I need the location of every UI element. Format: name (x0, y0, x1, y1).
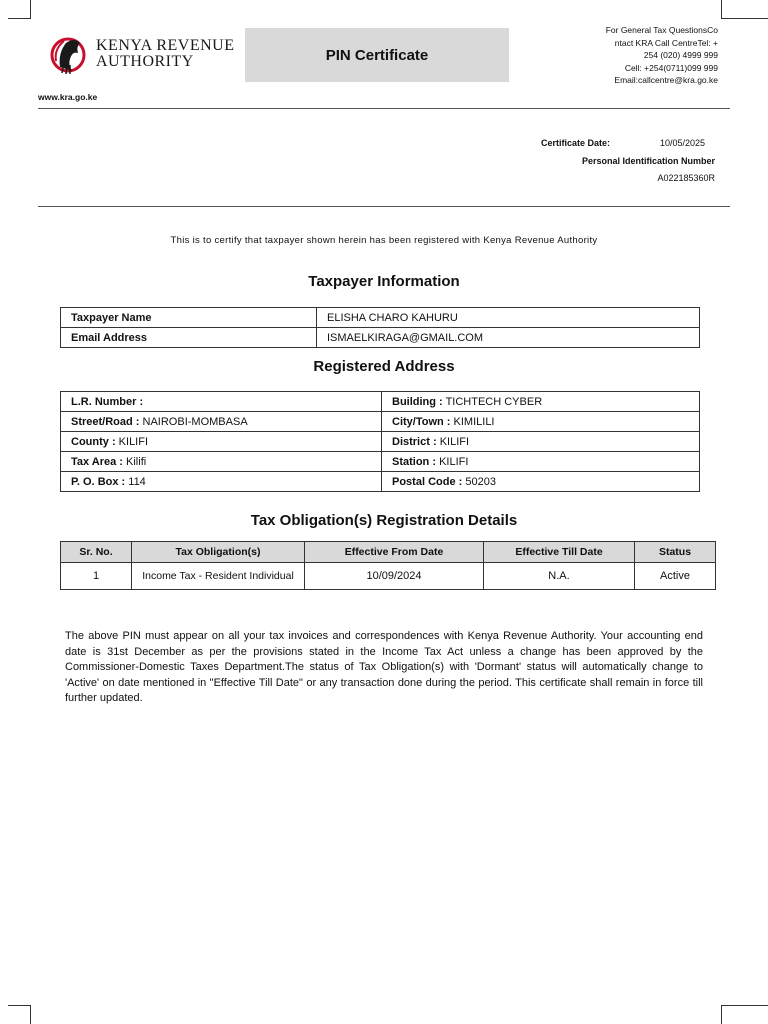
table-row (61, 308, 700, 328)
lr-number-cell: L.R. Number : (61, 392, 382, 412)
crop-mark-bottom-left (8, 1005, 31, 1024)
taxpayer-name-label: Taxpayer Name (61, 308, 317, 328)
street-road-cell: Street/Road : NAIROBI-MOMBASA (61, 412, 382, 432)
website-link[interactable]: www.kra.go.ke (38, 92, 98, 102)
crop-mark-top-left (8, 0, 31, 19)
document-title: PIN Certificate (245, 28, 509, 82)
header-status: Status (635, 542, 716, 563)
postal-code-cell: Postal Code : 50203 (382, 472, 700, 492)
logo-line-1: KENYA REVENUE (96, 37, 235, 54)
certificate-date-value: 10/05/2025 (660, 138, 706, 148)
station-cell: Station : KILIFI (382, 452, 700, 472)
email-address-label: Email Address (61, 328, 317, 348)
divider (38, 206, 730, 207)
logo-line-2: AUTHORITY (96, 53, 194, 70)
table-row (61, 392, 700, 412)
contact-line: For General Tax QuestionsCo (605, 25, 718, 35)
tax-obligations-title: Tax Obligation(s) Registration Details (250, 512, 518, 529)
contact-info (578, 24, 718, 87)
po-box-cell: P. O. Box : 114 (61, 472, 382, 492)
tax-obligations-table (60, 541, 716, 590)
lion-emblem-icon (50, 33, 90, 77)
effective-from-cell: 10/09/2024 (305, 563, 484, 590)
tax-area-cell: Tax Area : Kilifi (61, 452, 382, 472)
district-cell: District : KILIFI (382, 432, 700, 452)
sr-no-cell: 1 (61, 563, 132, 590)
pin-value: A022185360R (657, 173, 715, 183)
table-row (61, 563, 716, 590)
email-address-value: ISMAELKIRAGA@GMAIL.COM (317, 328, 700, 348)
building-cell: Building : TICHTECH CYBER (382, 392, 700, 412)
taxpayer-info-table (60, 307, 700, 348)
table-row (61, 328, 700, 348)
table-row (61, 472, 700, 492)
certificate-date-label: Certificate Date: (541, 138, 611, 148)
county-cell: County : KILIFI (61, 432, 382, 452)
pin-label: Personal Identification Number (581, 156, 715, 166)
registered-address-title: Registered Address (313, 358, 455, 375)
crop-mark-top-right (721, 0, 768, 19)
status-cell: Active (635, 563, 716, 590)
table-row (61, 452, 700, 472)
crop-mark-bottom-right (721, 1005, 768, 1024)
effective-till-cell: N.A. (484, 563, 635, 590)
footer-note: The above PIN must appear on all your tax invoices and correspondences with Kenya Revenue Authority. Your accounting end date is 31st December as per the provisions stated in the Income Tax Act unless a change has been approved by the Commissioner-Domestic Taxes Department.The status of Tax Obligation(s) with 'Dormant' status will automatically change to 'Active' on date mentioned in "Effective Till Date" or any transaction done during the period. This certificate shall remain in force till further updated. (65, 630, 703, 704)
divider (38, 108, 730, 109)
tax-obligation-cell: Income Tax - Resident Individual (132, 563, 305, 590)
contact-line: 254 (020) 4999 999 (643, 50, 718, 60)
contact-line: Email:callcentre@kra.go.ke (614, 75, 718, 85)
table-row (61, 412, 700, 432)
contact-line: ntact KRA Call CentreTel: + (614, 37, 718, 48)
certify-statement: This is to certify that taxpayer shown herein has been registered with Kenya Revenue Authority (170, 235, 598, 246)
registered-address-table (60, 391, 700, 492)
table-row (61, 432, 700, 452)
taxpayer-info-title: Taxpayer Information (308, 273, 460, 290)
city-town-cell: City/Town : KIMILILI (382, 412, 700, 432)
taxpayer-name-value: ELISHA CHARO KAHURU (317, 308, 700, 328)
header-sr-no: Sr. No. (61, 542, 132, 563)
kra-logo (50, 33, 240, 79)
table-header-row (61, 542, 716, 563)
contact-line: Cell: +254(0711)099 999 (624, 62, 718, 73)
header-effective-from: Effective From Date (305, 542, 484, 563)
header-effective-till: Effective Till Date (484, 542, 635, 563)
header-tax-obligation: Tax Obligation(s) (132, 542, 305, 563)
